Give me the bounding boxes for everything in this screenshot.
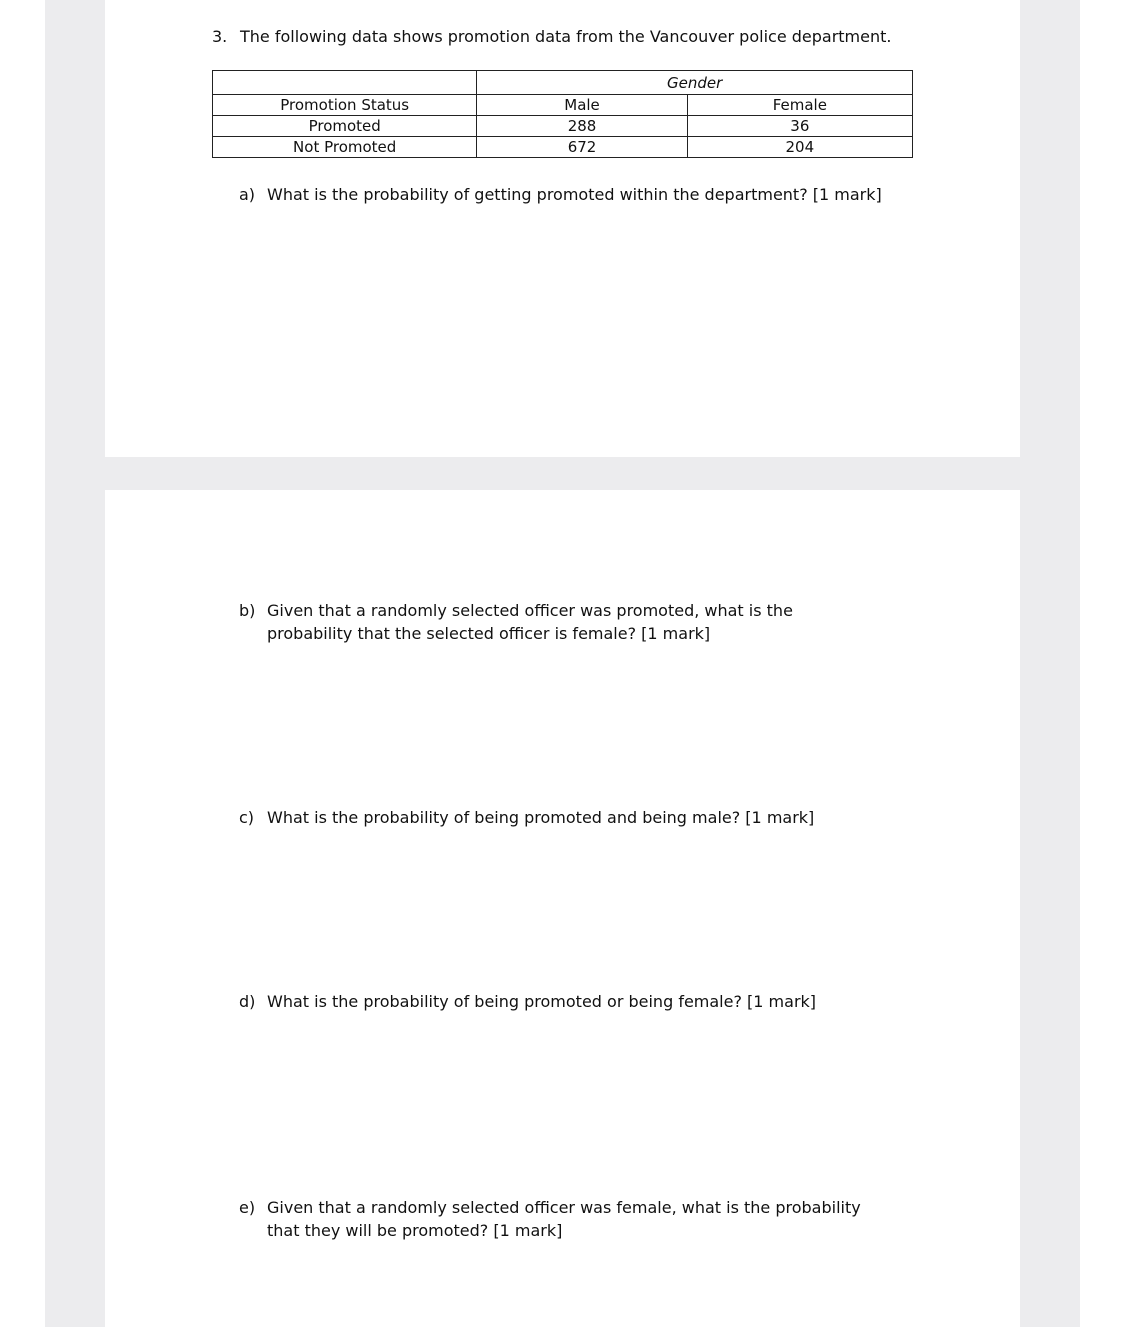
- table-header-row: [213, 95, 913, 116]
- column-header-status: Promotion Status: [213, 95, 477, 116]
- row-female-count: 36: [687, 116, 912, 137]
- part-label: a): [239, 185, 256, 204]
- row-status: Not Promoted: [213, 137, 477, 158]
- row-male-count: 288: [477, 116, 687, 137]
- part-text: What is the probability of being promoted and being male? [1 mark]: [267, 808, 815, 827]
- part-text: What is the probability of being promoted or being female? [1 mark]: [267, 992, 817, 1011]
- question-number: 3.: [212, 27, 228, 46]
- promotion-table: [212, 70, 913, 158]
- part-a: [239, 183, 919, 206]
- part-label: b): [239, 601, 256, 620]
- part-label: c): [239, 808, 255, 827]
- part-d: [239, 990, 919, 1013]
- part-b: [239, 599, 879, 645]
- row-female-count: 204: [687, 137, 912, 158]
- column-header-male: Male: [477, 95, 687, 116]
- row-status: Promoted: [213, 116, 477, 137]
- page-2: [105, 490, 1020, 1327]
- part-label: e): [239, 1198, 256, 1217]
- part-e: [239, 1196, 879, 1242]
- part-text: Given that a randomly selected officer was female, what is the probability that they will be promoted? [1 mark]: [267, 1198, 861, 1240]
- table-row: [213, 137, 913, 158]
- table-row: [213, 116, 913, 137]
- gender-header: Gender: [477, 71, 913, 95]
- table-group-header-row: [213, 71, 913, 95]
- part-text: What is the probability of getting promoted within the department? [1 mark]: [267, 185, 882, 204]
- column-header-female: Female: [687, 95, 912, 116]
- part-label: d): [239, 992, 256, 1011]
- question-title: [212, 27, 891, 46]
- part-text: Given that a randomly selected officer was promoted, what is the probability that the selected officer is female? [1 mark]: [267, 601, 793, 643]
- row-male-count: 672: [477, 137, 687, 158]
- table-corner-cell: [213, 71, 477, 95]
- part-c: [239, 806, 919, 829]
- page-1: [105, 0, 1020, 457]
- question-text: The following data shows promotion data from the Vancouver police department.: [240, 27, 892, 46]
